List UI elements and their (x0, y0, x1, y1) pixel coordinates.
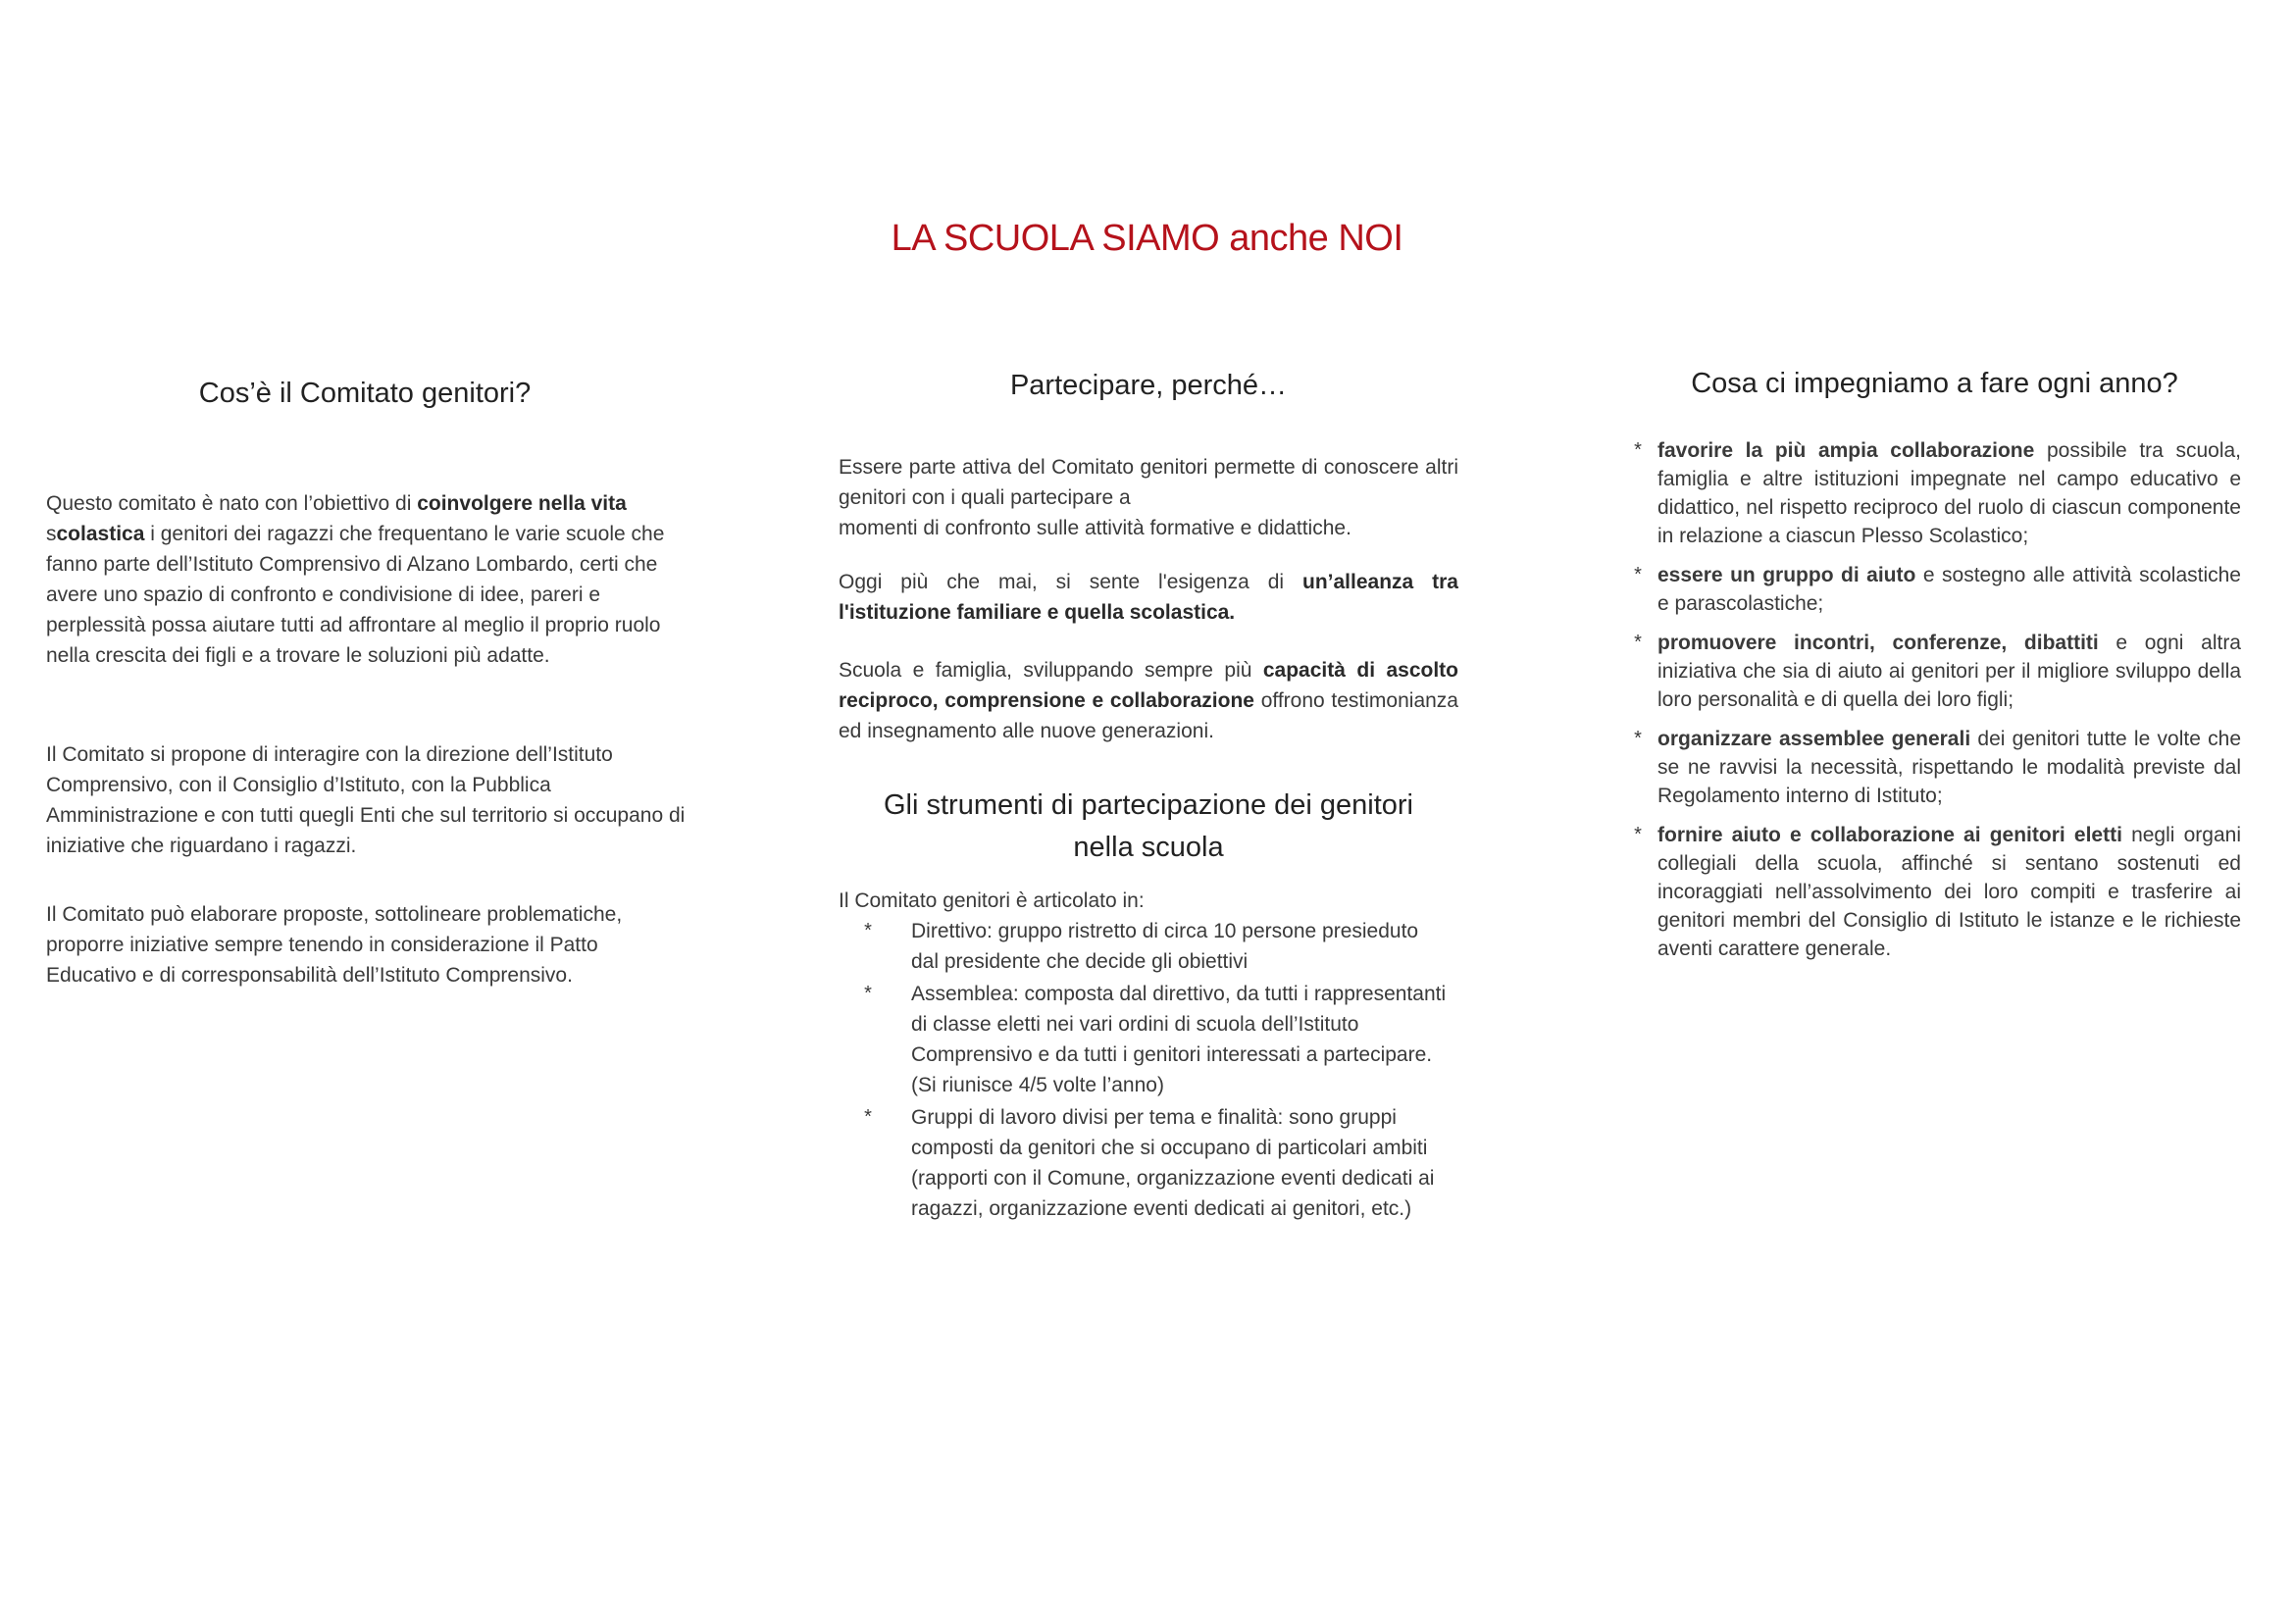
asterisk-bullet-icon: * (864, 983, 872, 1004)
text: Essere parte attiva del Comitato genitori permette di conoscere altri genitori con i quali partecipare a (839, 456, 1458, 509)
bold-text: un’alleanza tra l'istituzione familiare e quella scolastica. (839, 571, 1458, 624)
asterisk-bullet-icon: * (1634, 824, 1642, 845)
list-item (858, 979, 1447, 1100)
text: Questo comitato è nato con l’obiettivo di (46, 492, 418, 515)
list-item-text: possibile tra scuola, famiglia e altre istituzioni impegnate nel campo educativo e didattico, nel rispetto reciproco del ruolo di ciascun componente in relazione a ciascun Plesso Scolastico; (1657, 439, 2242, 547)
bold-text: capacità di ascolto reciproco, comprensione e collaborazione (839, 659, 1458, 712)
text: s (46, 523, 57, 545)
list-item (1628, 629, 2241, 714)
list-item-text: Assemblea: composta dal direttivo, da tutti i rappresentanti di classe eletti nei vari ordini di scuola dell’Istituto Comprensivo e da tutti i genitori interessati a partecipare. (Si riunisce 4/5 volte l’anno) (911, 983, 1447, 1096)
text: Oggi più che mai, si sente l'esigenza di (839, 571, 1302, 593)
asterisk-bullet-icon: * (1634, 564, 1642, 585)
list-item-text: Direttivo: gruppo ristretto di circa 10 persone presieduto dal presidente che decide gli obiettivi (911, 920, 1419, 973)
list-item-text: negli organi collegiali della scuola, affinché si sentano sostenuti ed incoraggiati nell’assolvimento dei loro compiti e trasferire ai genitori membri del Consiglio di Istituto le istanze e le richieste aventi carattere generale. (1657, 824, 2241, 960)
bold-text: coinvolgere nella vita (417, 492, 627, 515)
heading-strumenti (839, 785, 1458, 869)
heading-impegni: Cosa ci impegniamo a fare ogni anno? (1691, 368, 2178, 399)
list-item (1628, 561, 2241, 618)
text: offrono testimonianza ed insegnamento alle nuove generazioni. (839, 689, 1458, 742)
list-strumenti (858, 916, 1447, 1226)
paragraph-alleanza (839, 567, 1458, 628)
text: momenti di confronto sulle attività formative e didattiche. (839, 517, 1351, 539)
paragraph-proposte: Il Comitato può elaborare proposte, sottolineare problematiche, proporre iniziative sempre tenendo in considerazione il Patto Educativo e di corresponsabilità dell’Istituto Comprensivo. (46, 903, 623, 987)
list-item-text: Gruppi di lavoro divisi per tema e finalità: sono gruppi composti da genitori che si occupano di particolari ambiti (rapporti con il Comune, organizzazione eventi dedicati ai ragazzi, organizzazione eventi dedicati ai genitori, etc.) (911, 1106, 1435, 1220)
bold-text: essere un gruppo di aiuto (1657, 564, 1916, 586)
paragraph-interagire: Il Comitato si propone di interagire con la direzione dell’Istituto Comprensivo, con il Consiglio d’Istituto, con la Pubblica Amministrazione e con tutti quegli Enti che sul territorio si occupano di iniziative che riguardano i ragazzi. (46, 743, 686, 857)
asterisk-bullet-icon: * (1634, 439, 1642, 461)
asterisk-bullet-icon: * (864, 920, 872, 941)
heading-cos-e-comitato: Cos’è il Comitato genitori? (198, 378, 532, 409)
list-item-text: e sostegno alle attività scolastiche e parascolastiche; (1657, 564, 2241, 615)
heading-line: nella scuola (1073, 832, 1224, 863)
bold-text: fornire aiuto e collaborazione ai genitori eletti (1657, 824, 2122, 846)
heading-partecipare: Partecipare, perché… (1009, 370, 1288, 401)
asterisk-bullet-icon: * (1634, 632, 1642, 653)
bold-text: colastica (56, 523, 145, 545)
document-title: LA SCUOLA SIAMO anche NOI (891, 218, 1403, 259)
bold-text: favorire la più ampia collaborazione (1657, 439, 2035, 462)
list-item (1628, 436, 2241, 550)
asterisk-bullet-icon: * (1634, 728, 1642, 749)
list-item (1628, 725, 2241, 810)
list-item (858, 1102, 1447, 1224)
paragraph-obiettivo (46, 488, 693, 671)
asterisk-bullet-icon: * (864, 1106, 872, 1128)
paragraph-scuola-famiglia (839, 655, 1458, 746)
text: i genitori dei ragazzi che frequentano le varie scuole che fanno parte dell’Istituto Comprensivo di Alzano Lombardo, certi che avere uno spazio di confronto e condivisione di idee, pareri e perplessità possa aiutare tutti ad affrontare al meglio il proprio ruolo nella crescita dei figli e a trovare le soluzioni più adatte. (46, 523, 665, 667)
list-impegni (1628, 436, 2241, 974)
heading-line: Gli strumenti di partecipazione dei genitori (884, 789, 1413, 821)
list-item (858, 916, 1447, 977)
bold-text: promuovere incontri, conferenze, dibattiti (1657, 632, 2099, 654)
text: Scuola e famiglia, sviluppando sempre più (839, 659, 1263, 682)
list-item-text: dei genitori tutte le volte che se ne ravvisi la necessità, rispettando le modalità previste dal Regolamento interno di Istituto; (1657, 728, 2241, 807)
paragraph-articolato: Il Comitato genitori è articolato in: (839, 889, 1145, 912)
list-item (1628, 821, 2241, 963)
list-item-text: e ogni altra iniziativa che sia di aiuto ai genitori per il migliore sviluppo della loro personalità e di quella dei loro figli; (1657, 632, 2241, 711)
bold-text: organizzare assemblee generali (1657, 728, 1971, 750)
paragraph-parte-attiva (839, 452, 1458, 543)
